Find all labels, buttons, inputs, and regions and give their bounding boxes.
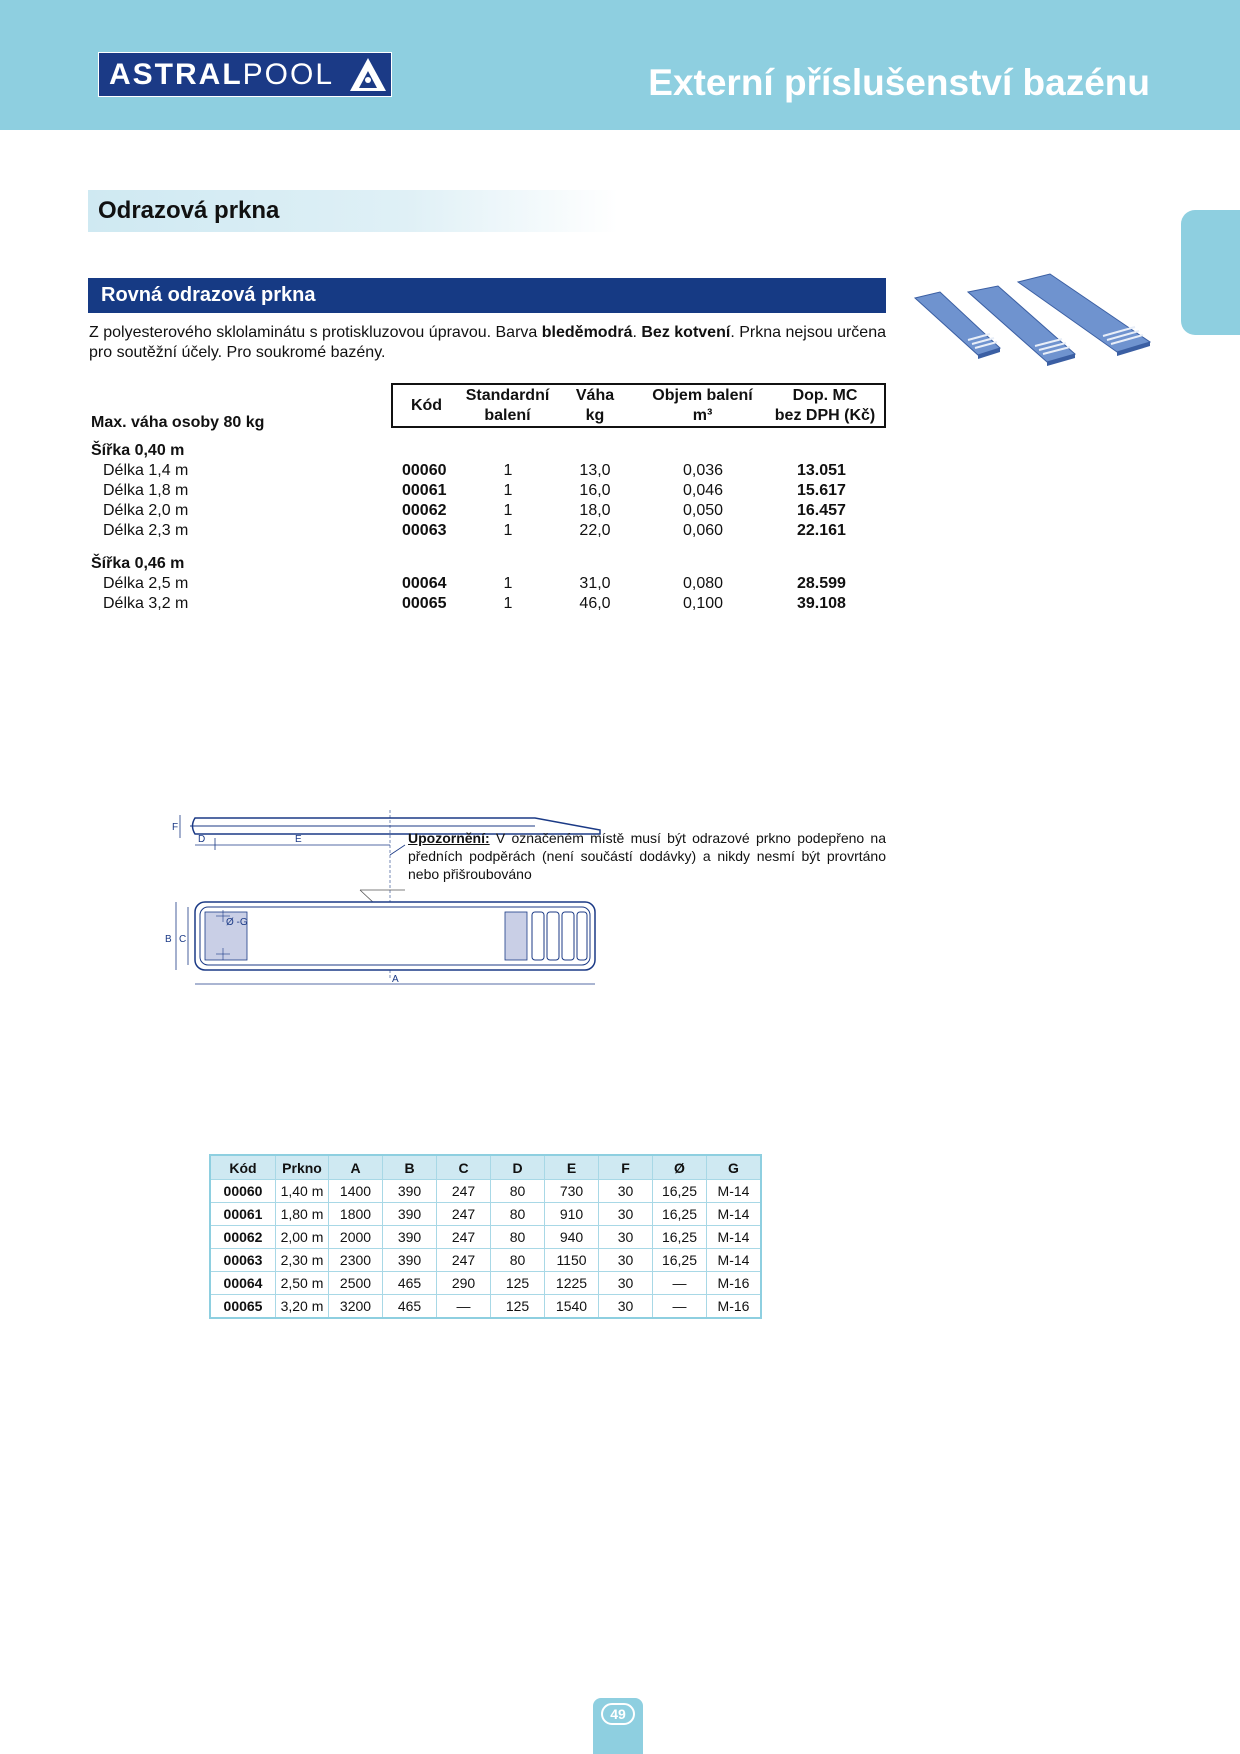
dim-label-b: B — [165, 934, 172, 945]
table-row: 00065 3,20 m 3200 465 — 125 1540 30 — M-16 — [210, 1295, 761, 1319]
logo-text-light: POOL — [242, 57, 335, 91]
logo-triangle-icon — [347, 55, 389, 94]
logo-text-bold: ASTRAL — [109, 57, 243, 91]
table-header-row: Kód Prkno A B C D E F Ø G — [210, 1155, 761, 1180]
astralpool-logo — [98, 52, 392, 97]
header-price: Dop. MC bez DPH (Kč) — [774, 387, 876, 424]
table-row: Délka 1,4 m 00060 1 13,0 0,036 13.051 — [103, 462, 846, 479]
table-row: 00060 1,40 m 1400 390 247 80 730 30 16,25 M-14 — [210, 1180, 761, 1203]
table-row: Délka 1,8 m 00061 1 16,0 0,046 15.617 — [103, 482, 846, 499]
max-weight-label: Max. váha osoby 80 kg — [91, 414, 265, 431]
header-volume: Objem balení m³ — [652, 387, 753, 424]
table-row: Délka 3,2 m 00065 1 46,0 0,100 39.108 — [103, 595, 846, 612]
dim-label-e: E — [295, 834, 302, 845]
header-std-pack: Standardní balení — [465, 387, 550, 424]
dim-label-c: C — [179, 934, 187, 945]
table-row: Délka 2,0 m 00062 1 18,0 0,050 16.457 — [103, 502, 846, 519]
page-number: 49 — [601, 1703, 635, 1725]
table-row: 00063 2,30 m 2300 390 247 80 1150 30 16,25 M-14 — [210, 1249, 761, 1272]
dim-label-f: F — [172, 822, 179, 833]
section-header — [88, 190, 618, 232]
intro-text: Z polyesterového sklolaminátu s protiskluzovou úpravou. Barva bleděmodrá. Bez kotvení. Prkna nejsou určena pro soutěžní účely. Pro soukromé bazény. — [89, 324, 887, 361]
dim-label-a: A — [392, 974, 399, 985]
table-row: Délka 2,5 m 00064 1 31,0 0,080 28.599 — [103, 575, 846, 592]
group-label: Šířka 0,40 m — [91, 442, 185, 459]
side-tab — [1181, 210, 1240, 335]
page-number-tab — [593, 1698, 643, 1754]
page-header — [0, 0, 1240, 130]
subsection-header — [88, 278, 886, 313]
header-weight: Váha kg — [575, 387, 615, 424]
page-title: Externí příslušenství bazénu — [648, 62, 1150, 103]
diving-boards-image — [910, 270, 1155, 370]
dimensions-table — [209, 1154, 762, 1319]
warning-note: Upozornění: V označeném místě musí být odrazové prkno podepřeno na předních podpěrách (není součástí dodávky) a nikdy nesmí být provrtáno nebo přišroubováno — [408, 830, 886, 882]
table-row: 00064 2,50 m 2500 465 290 125 1225 30 — M-16 — [210, 1272, 761, 1295]
table-row: 00061 1,80 m 1800 390 247 80 910 30 16,25 M-14 — [210, 1203, 761, 1226]
table-row: 00062 2,00 m 2000 390 247 80 940 30 16,25 M-14 — [210, 1226, 761, 1249]
header-code: Kód — [410, 397, 443, 414]
dim-label-d: D — [198, 834, 206, 845]
group-label: Šířka 0,46 m — [91, 555, 185, 572]
subsection-title: Rovná odrazová prkna — [101, 284, 316, 306]
table-row: Délka 2,3 m 00063 1 22,0 0,060 22.161 — [103, 522, 846, 539]
section-title: Odrazová prkna — [98, 197, 280, 224]
dim-label-g: Ø -G — [226, 917, 248, 928]
